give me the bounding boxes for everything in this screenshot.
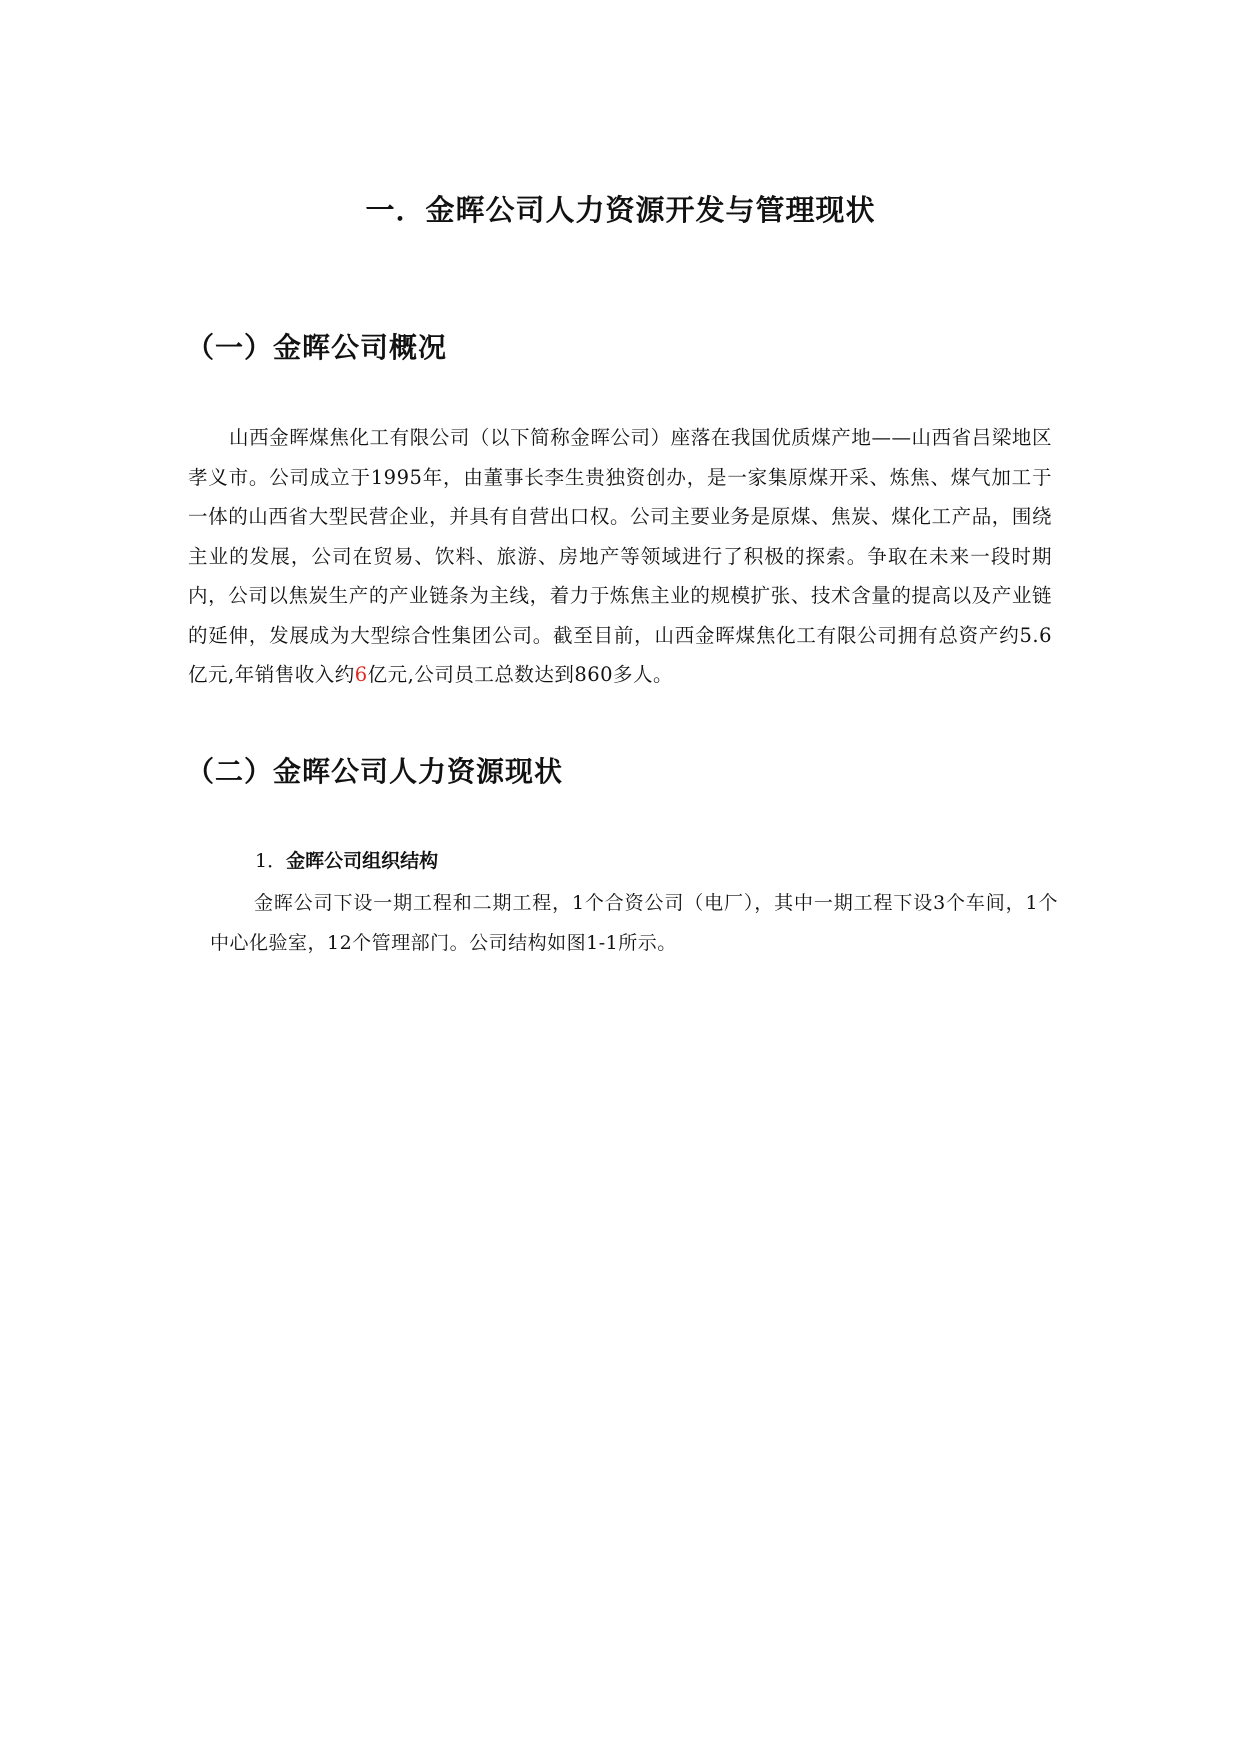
section-heading-overview: （一）金晖公司概况 [186,331,448,364]
org-structure-paragraph: 金晖公司下设一期工程和二期工程，1个合资公司（电厂），其中一期工程下设3个车间，1个中心化验室，12个管理部门。公司结构如图1-1所示。 [210,892,1058,954]
section-heading-hr-status: （二）金晖公司人力资源现状 [186,755,564,788]
page-title: 一．金晖公司人力资源开发与管理现状 [365,193,876,227]
subsection-heading-org-structure [255,846,438,873]
overview-paragraph [188,418,1052,695]
revenue-highlight: 6 [354,663,368,686]
overview-text: 山西金晖煤焦化工有限公司（以下简称金晖公司）座落在我国优质煤产地——山西省吕梁地区孝义市。公司成立于1995年，由董事长李生贵独资创办，是一家集原煤开采、炼焦、煤气加工于一体的山西省大型民营企业，并具有自营出口权。公司主要业务是原煤、焦炭、煤化工产品，围绕主业的发展，公司在贸易、饮料、旅游、房地产等领域进行了积极的探索。争取在未来一段时期内，公司以焦炭生产的产业链条为主线，着力于炼焦主业的规模扩张、技术含量的提高以及产业链的延伸，发展成为大型综合性集团公司。截至目前，山西金晖煤焦化工有限公司拥有总资产约5.6亿元,年销售收入约 [188,426,1052,686]
subsection-number: 1． [255,850,287,872]
subsection-title: 金晖公司组织结构 [286,850,439,872]
overview-text-end: 亿元,公司员工总数达到860多人。 [367,663,674,686]
